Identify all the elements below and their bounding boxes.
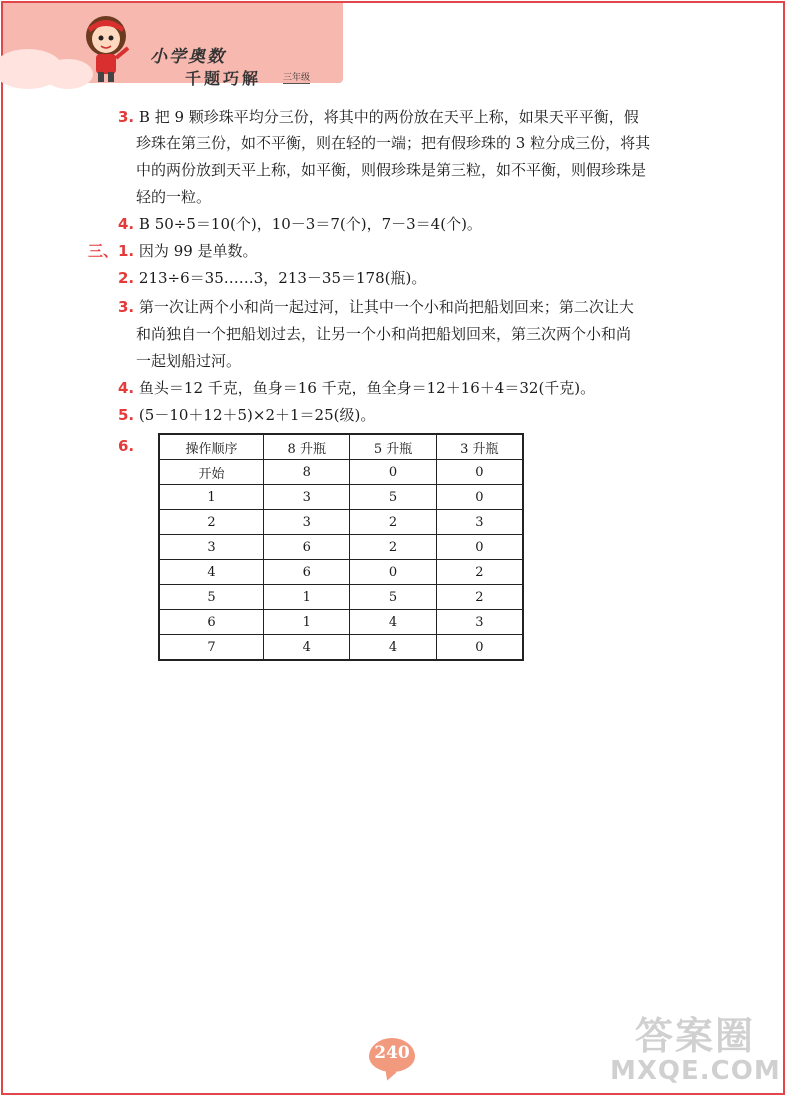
table-cell: 6 [264, 560, 350, 585]
answer-line [136, 133, 650, 153]
column-header: 8 升瓶 [264, 434, 350, 460]
table-cell: 6 [264, 535, 350, 560]
table-cell: 1 [159, 485, 264, 510]
table-cell: 4 [159, 560, 264, 585]
answer-line [136, 187, 211, 207]
table-row [159, 560, 523, 585]
table-cell: 1 [264, 610, 350, 635]
table-row [159, 485, 523, 510]
table-cell: 5 [159, 585, 264, 610]
answer-line [136, 160, 646, 180]
table-cell: 2 [436, 560, 523, 585]
item-number: 4. [118, 215, 135, 233]
table-cell: 0 [436, 485, 523, 510]
item-number: 6. [118, 437, 135, 455]
table-cell: 6 [159, 610, 264, 635]
table-cell: 4 [264, 635, 350, 661]
answer-line [118, 214, 482, 234]
book-title-line2: 千题巧解 [185, 69, 262, 88]
page-number: 240 [374, 1043, 410, 1063]
table-cell: 1 [264, 585, 350, 610]
line-text: B 把 9 颗珍珠平均分三份，将其中的两份放在天平上称，如果天平平衡，假 [138, 108, 639, 126]
table-cell: 0 [436, 635, 523, 661]
answer-line [118, 297, 634, 317]
answer-line [88, 241, 258, 261]
table-cell: 2 [436, 585, 523, 610]
answer-line [118, 378, 595, 398]
watermark-logo-text: 答案圈 [634, 1014, 755, 1058]
table-row [159, 635, 523, 661]
item-number: 2. [118, 269, 135, 287]
table-cell: 2 [350, 535, 436, 560]
column-header: 操作顺序 [159, 434, 264, 460]
line-text: 中的两份放到天平上称，如平衡，则假珍珠是第三粒，如不平衡，则假珍珠是 [136, 161, 647, 179]
answer-line [118, 436, 134, 456]
answer-line [118, 268, 426, 288]
line-text: 珍珠在第三份，如不平衡，则在轻的一端；把有假珍珠的 3 粒分成三份，将其 [136, 134, 651, 152]
book-title-line1: 小学奥数 [150, 47, 226, 67]
table-row [159, 585, 523, 610]
table-cell: 0 [436, 460, 523, 485]
watermark-url: MXQE.COM [610, 1056, 781, 1086]
watermark [610, 1005, 780, 1086]
table-cell: 4 [350, 635, 436, 661]
table-row [159, 535, 523, 560]
table-row [159, 460, 523, 485]
line-text: 213÷6＝35……3，213－35＝178(瓶)。 [138, 269, 427, 287]
bottle-operations-table [158, 433, 524, 661]
table-cell: 5 [350, 585, 436, 610]
answer-line [118, 405, 375, 425]
table-cell: 0 [436, 535, 523, 560]
table-row [159, 610, 523, 635]
item-number: 4. [118, 379, 135, 397]
line-text: (5－10＋12＋5)×2＋1＝25(级)。 [138, 406, 376, 424]
item-number: 3. [118, 108, 135, 126]
table-cell: 开始 [159, 460, 264, 485]
grade-label: 三年级 [283, 70, 310, 84]
line-text: B 50÷5＝10(个)，10－3＝7(个)，7－3＝4(个)。 [138, 215, 482, 233]
table-cell: 3 [159, 535, 264, 560]
answer-line [136, 351, 241, 371]
item-number: 5. [118, 406, 135, 424]
table-cell: 7 [159, 635, 264, 661]
table-cell: 3 [436, 610, 523, 635]
table-cell: 5 [350, 485, 436, 510]
line-text: 鱼头＝12 千克，鱼身＝16 千克，鱼全身＝12＋16＋4＝32(千克)。 [138, 379, 596, 397]
table-cell: 3 [264, 510, 350, 535]
table-cell: 2 [350, 510, 436, 535]
answer-line [136, 324, 631, 344]
table-cell: 0 [350, 560, 436, 585]
line-text: 一起划船过河。 [136, 352, 242, 370]
column-header: 5 升瓶 [350, 434, 436, 460]
table-cell: 0 [350, 460, 436, 485]
answer-line [118, 107, 639, 127]
line-text: 因为 99 是单数。 [138, 242, 258, 260]
mascot-girl-icon [70, 8, 140, 84]
item-number: 三、1. [88, 242, 135, 260]
table-row [159, 510, 523, 535]
line-text: 第一次让两个小和尚一起过河，让其中一个小和尚把船划回来；第二次让大 [138, 298, 634, 316]
table-cell: 3 [264, 485, 350, 510]
line-text: 轻的一粒。 [136, 188, 212, 206]
table-cell: 8 [264, 460, 350, 485]
table-cell: 3 [436, 510, 523, 535]
table-header-row [159, 434, 523, 460]
table-cell: 2 [159, 510, 264, 535]
column-header: 3 升瓶 [436, 434, 523, 460]
table-cell: 4 [350, 610, 436, 635]
item-number: 3. [118, 298, 135, 316]
line-text: 和尚独自一个把船划过去，让另一个小和尚把船划回来，第三次两个小和尚 [136, 325, 632, 343]
